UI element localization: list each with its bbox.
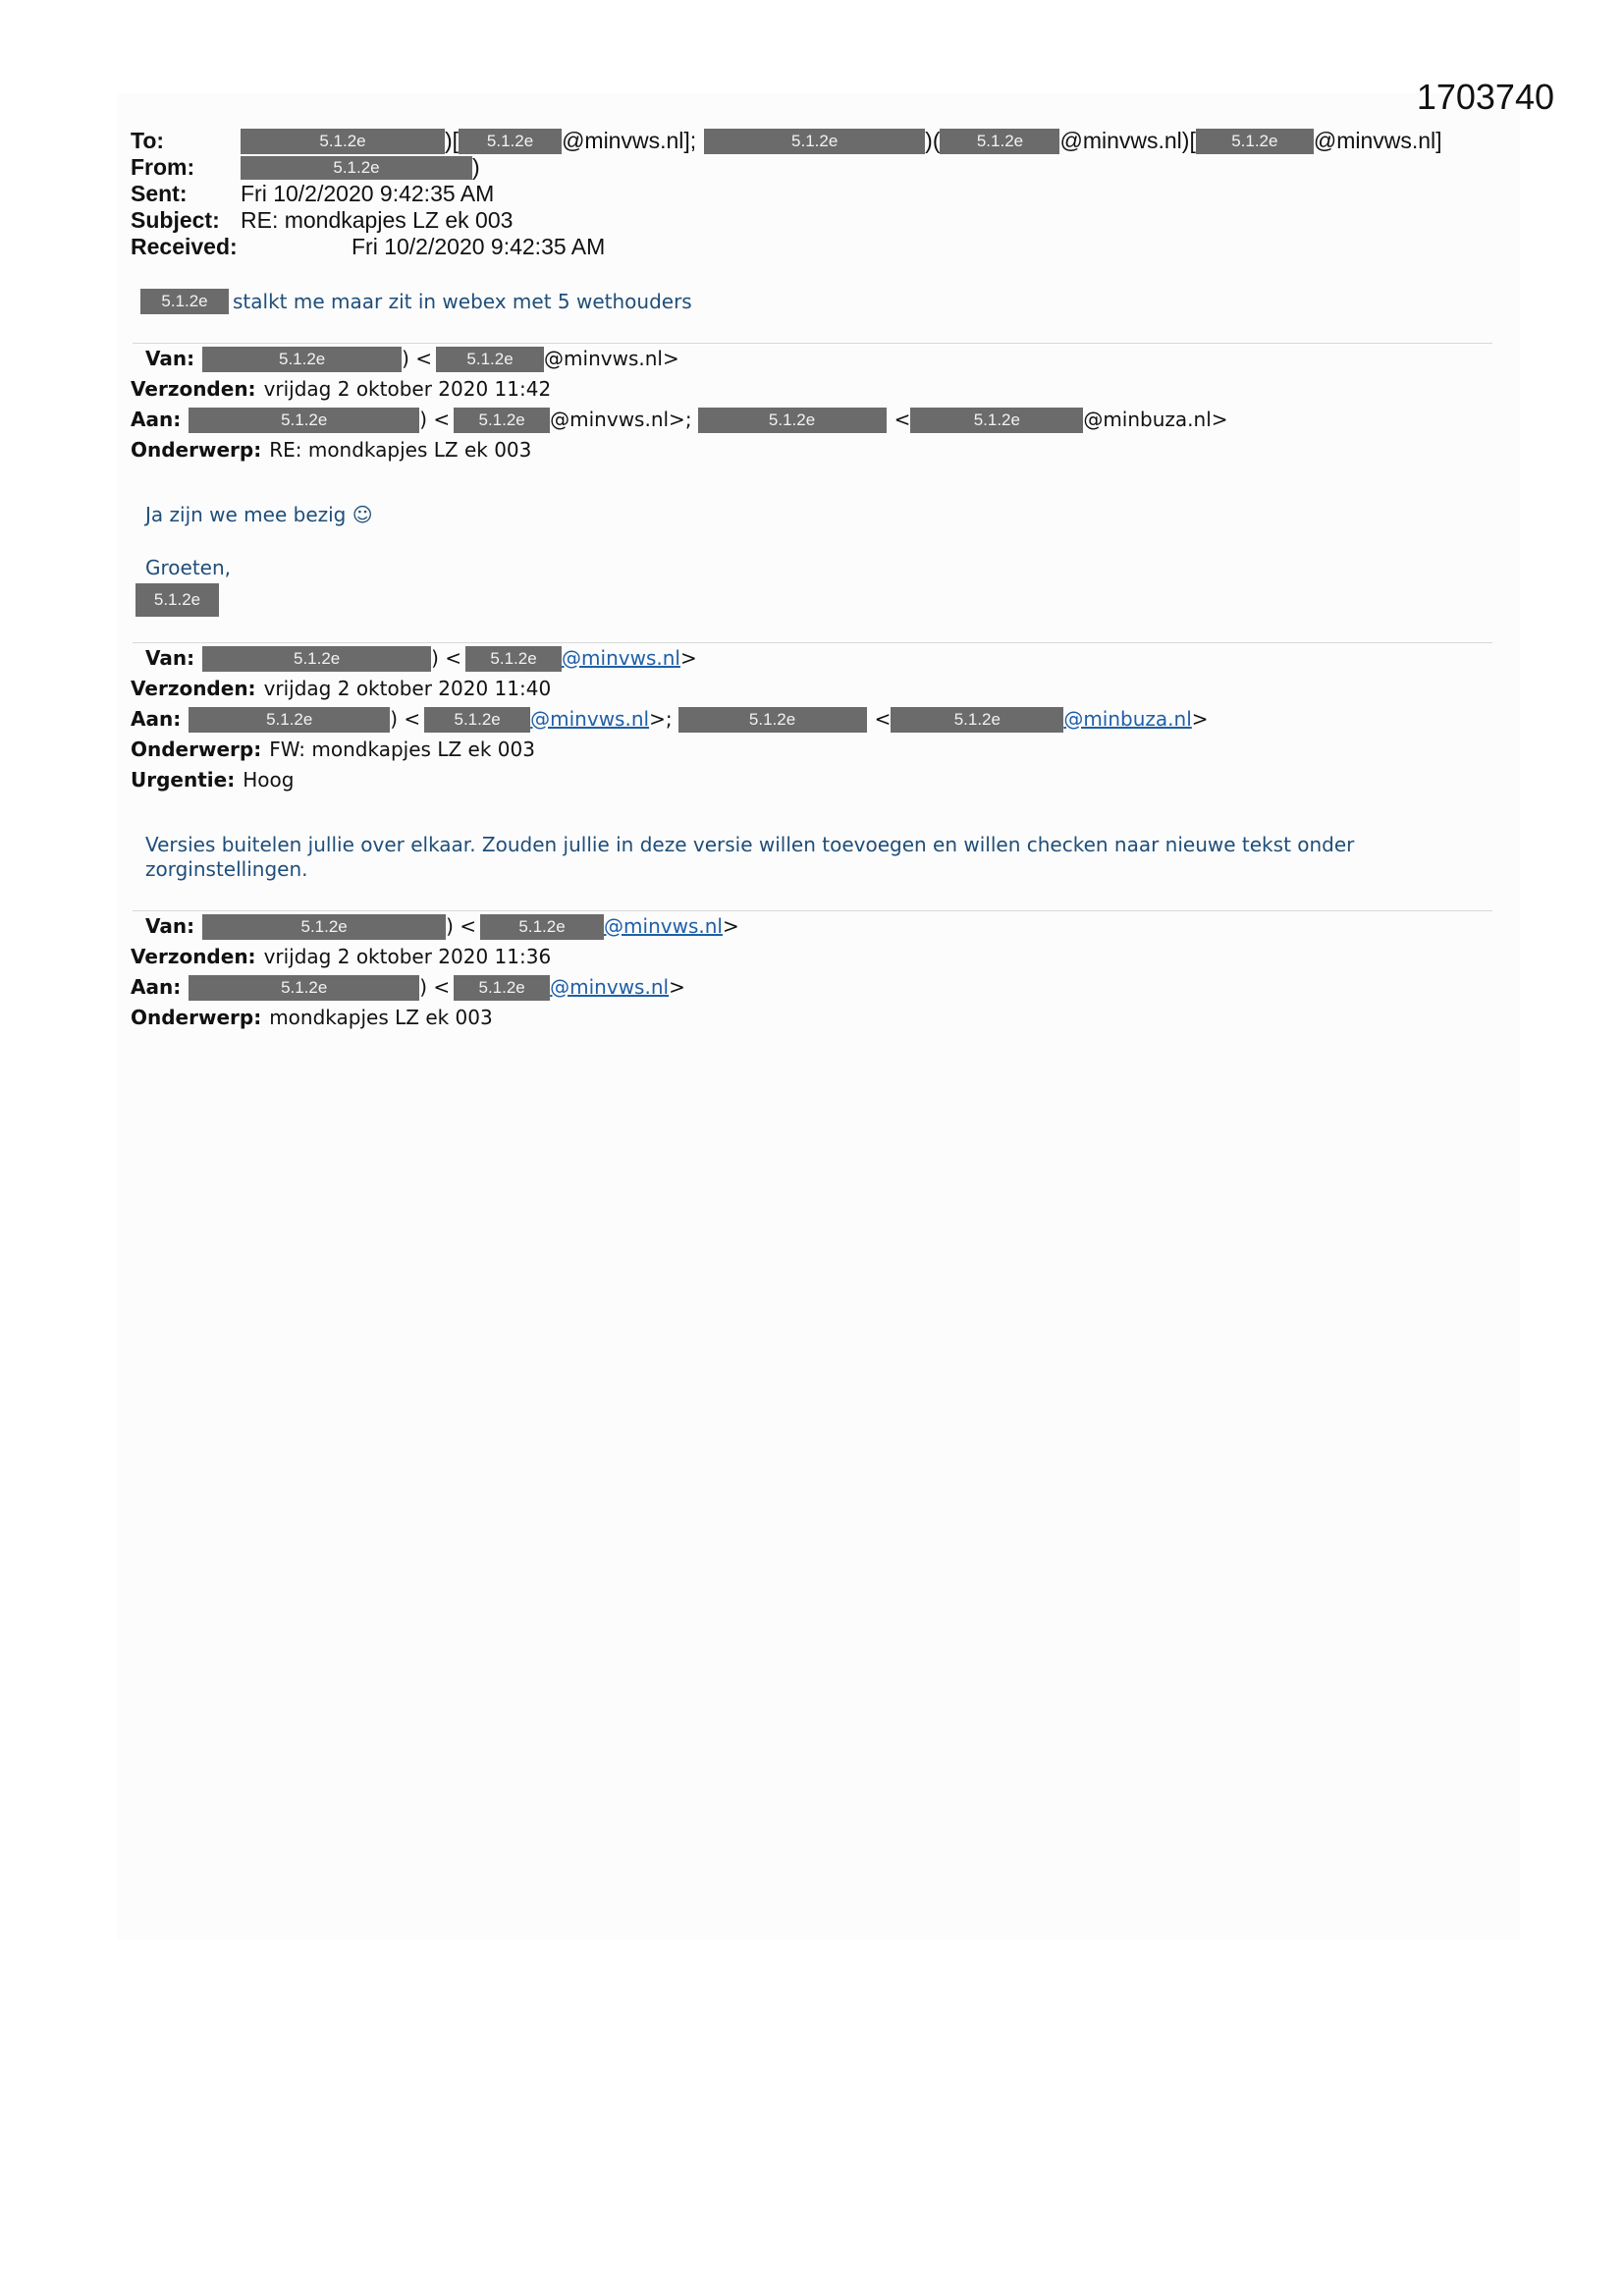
aan-line bbox=[131, 704, 1209, 735]
redaction-box: 5.1.2e bbox=[189, 408, 419, 433]
verzonden-value: vrijdag 2 oktober 2020 11:40 bbox=[263, 677, 552, 700]
aan-email-link[interactable]: @minbuza.nl bbox=[1063, 707, 1192, 731]
redaction-box: 5.1.2e bbox=[135, 583, 219, 617]
to-domain: @minvws.nl)[ bbox=[1059, 128, 1196, 153]
onderwerp-value: FW: mondkapjes LZ ek 003 bbox=[269, 738, 535, 761]
body-line: Ja zijn we mee bezig ☺ bbox=[145, 503, 373, 526]
from-label: From: bbox=[131, 154, 195, 180]
aan-label: Aan: bbox=[131, 707, 182, 731]
redaction-box: 5.1.2e bbox=[202, 914, 446, 940]
van-close: > bbox=[679, 646, 697, 670]
message-1-meta bbox=[131, 344, 1228, 465]
header-subject-line bbox=[131, 207, 1505, 234]
aan-separator: >; bbox=[649, 707, 673, 731]
van-email-link[interactable]: @minvws.nl bbox=[562, 646, 680, 670]
from-close: ) bbox=[472, 154, 480, 180]
to-separator: )( bbox=[925, 128, 941, 153]
onderwerp-value: mondkapjes LZ ek 003 bbox=[269, 1006, 493, 1029]
van-line bbox=[131, 344, 1228, 374]
onderwerp-line bbox=[131, 435, 1228, 465]
aan-line bbox=[131, 972, 739, 1003]
verzonden-line bbox=[131, 674, 1209, 704]
onderwerp-line bbox=[131, 735, 1209, 765]
onderwerp-label: Onderwerp: bbox=[131, 738, 262, 761]
redaction-box: 5.1.2e bbox=[241, 129, 445, 154]
redaction-box: 5.1.2e bbox=[940, 129, 1059, 154]
redaction-box: 5.1.2e bbox=[140, 289, 229, 314]
redaction-box: 5.1.2e bbox=[454, 408, 550, 433]
message-2-meta bbox=[131, 643, 1209, 795]
redaction-box: 5.1.2e bbox=[698, 408, 887, 433]
verzonden-label: Verzonden: bbox=[131, 677, 256, 700]
message-3-meta bbox=[131, 911, 739, 1033]
van-domain: @minvws.nl> bbox=[544, 347, 679, 370]
urgentie-line bbox=[131, 765, 1209, 795]
verzonden-label: Verzonden: bbox=[131, 945, 256, 968]
document-number: 1703740 bbox=[1416, 77, 1554, 117]
received-value: Fri 10/2/2020 9:42:35 AM bbox=[352, 234, 606, 259]
van-mid: ) < bbox=[402, 347, 433, 370]
van-email-link[interactable]: @minvws.nl bbox=[604, 914, 723, 938]
top-message-body bbox=[140, 289, 1505, 314]
message-2-body: Versies buitelen jullie over elkaar. Zouden jullie in deze versie willen toevoegen en willen checken naar nieuwe tekst onder zorginstellingen. bbox=[145, 833, 1355, 881]
message-1-body bbox=[145, 503, 1510, 617]
redaction-box: 5.1.2e bbox=[891, 707, 1063, 733]
redaction-box: 5.1.2e bbox=[436, 347, 544, 372]
top-body-text: stalkt me maar zit in webex met 5 wethouders bbox=[233, 289, 692, 313]
van-label: Van: bbox=[145, 914, 195, 938]
sent-label: Sent: bbox=[131, 181, 188, 206]
van-line bbox=[131, 643, 1209, 674]
urgentie-value: Hoog bbox=[243, 768, 295, 792]
verzonden-line bbox=[131, 374, 1228, 405]
redaction-box: 5.1.2e bbox=[454, 975, 550, 1001]
aan-label: Aan: bbox=[131, 975, 182, 999]
aan-mid: ) < bbox=[419, 408, 451, 431]
redaction-box: 5.1.2e bbox=[202, 646, 431, 672]
redaction-box: 5.1.2e bbox=[189, 975, 419, 1001]
to-domain: @minvws.nl]; bbox=[562, 128, 697, 153]
header-received-line bbox=[131, 234, 1505, 260]
to-separator: )[ bbox=[445, 128, 460, 153]
van-mid: ) < bbox=[446, 914, 477, 938]
onderwerp-line bbox=[131, 1003, 739, 1033]
urgentie-label: Urgentie: bbox=[131, 768, 236, 792]
email-header bbox=[131, 128, 1505, 260]
redaction-box: 5.1.2e bbox=[910, 408, 1083, 433]
redaction-box: 5.1.2e bbox=[465, 646, 562, 672]
aan-mid: ) < bbox=[419, 975, 451, 999]
van-line bbox=[131, 911, 739, 942]
subject-value: RE: mondkapjes LZ ek 003 bbox=[241, 207, 514, 233]
header-from-line bbox=[131, 154, 1505, 181]
aan-mid: < bbox=[893, 408, 911, 431]
redaction-box: 5.1.2e bbox=[480, 914, 604, 940]
body-line: Groeten, bbox=[145, 556, 232, 579]
from-value bbox=[241, 154, 480, 181]
aan-mid: ) < bbox=[390, 707, 421, 731]
verzonden-line bbox=[131, 942, 739, 972]
onderwerp-label: Onderwerp: bbox=[131, 438, 262, 462]
aan-label: Aan: bbox=[131, 408, 182, 431]
verzonden-label: Verzonden: bbox=[131, 377, 256, 401]
aan-email-link[interactable]: @minvws.nl bbox=[530, 707, 650, 731]
sent-value: Fri 10/2/2020 9:42:35 AM bbox=[241, 181, 495, 206]
to-label: To: bbox=[131, 128, 165, 153]
van-label: Van: bbox=[145, 347, 195, 370]
to-domain: @minvws.nl] bbox=[1313, 128, 1442, 153]
redaction-box: 5.1.2e bbox=[704, 129, 925, 154]
verzonden-value: vrijdag 2 oktober 2020 11:42 bbox=[263, 377, 552, 401]
onderwerp-value: RE: mondkapjes LZ ek 003 bbox=[269, 438, 532, 462]
aan-domain: @minbuza.nl> bbox=[1083, 408, 1228, 431]
header-sent-line bbox=[131, 181, 1505, 207]
redaction-box: 5.1.2e bbox=[202, 347, 402, 372]
redaction-box: 5.1.2e bbox=[241, 156, 472, 180]
aan-domain: @minvws.nl>; bbox=[550, 408, 692, 431]
received-label: Received: bbox=[131, 234, 238, 259]
van-label: Van: bbox=[145, 646, 195, 670]
aan-close: > bbox=[669, 975, 685, 999]
aan-email-link[interactable]: @minvws.nl bbox=[550, 975, 670, 999]
subject-label: Subject: bbox=[131, 207, 220, 233]
header-to-line bbox=[131, 128, 1505, 154]
redaction-box: 5.1.2e bbox=[424, 707, 530, 733]
redaction-box: 5.1.2e bbox=[1196, 129, 1314, 154]
verzonden-value: vrijdag 2 oktober 2020 11:36 bbox=[263, 945, 552, 968]
redaction-box: 5.1.2e bbox=[678, 707, 867, 733]
redaction-box: 5.1.2e bbox=[189, 707, 390, 733]
van-mid: ) < bbox=[431, 646, 462, 670]
aan-line bbox=[131, 405, 1228, 435]
van-close: > bbox=[722, 914, 739, 938]
aan-mid: < bbox=[874, 707, 892, 731]
to-value bbox=[241, 128, 1442, 154]
redaction-box: 5.1.2e bbox=[459, 129, 562, 154]
onderwerp-label: Onderwerp: bbox=[131, 1006, 262, 1029]
aan-close: > bbox=[1191, 707, 1209, 731]
